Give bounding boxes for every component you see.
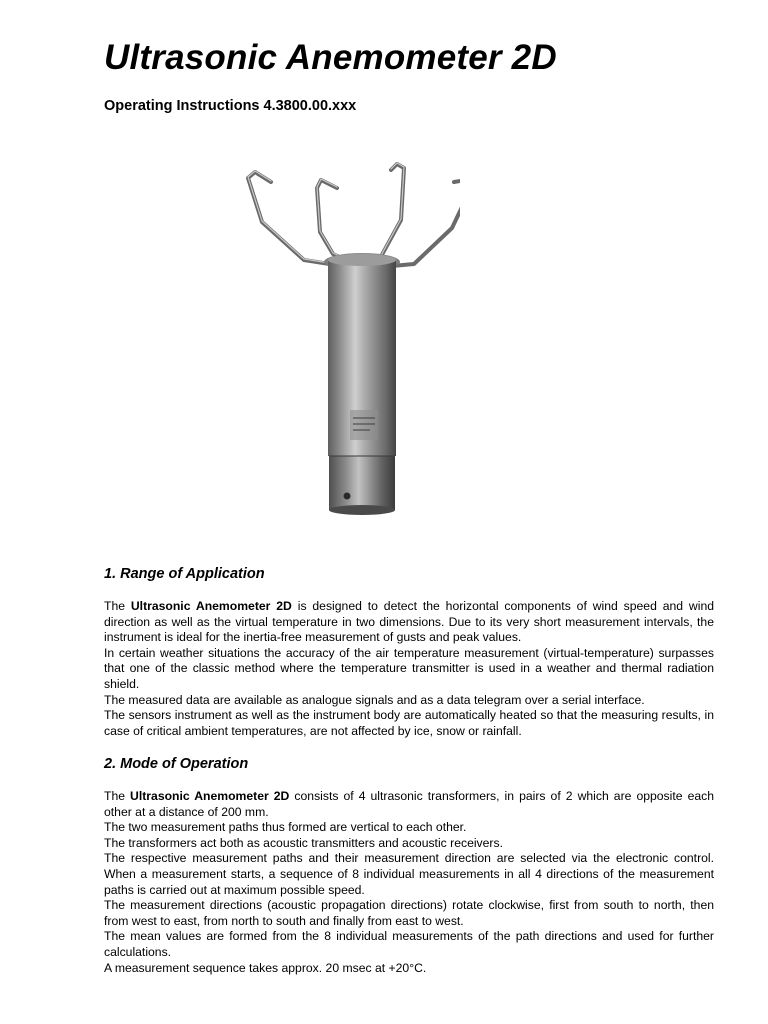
paragraph: The sensors instrument as well as the instrument body are automatically heated so that the measuring results, in case of critical ambient temperatures, are not affected by ice, snow or rainfall. — [104, 708, 714, 738]
page-subtitle: Operating Instructions 4.3800.00.xxx — [104, 98, 357, 114]
section-range-body — [104, 599, 714, 739]
anemometer-photo — [200, 150, 460, 530]
section-operation-body — [104, 789, 714, 976]
product-name: Ultrasonic Anemometer 2D — [130, 789, 290, 803]
paragraph: A measurement sequence takes approx. 20 msec at +20°C. — [104, 960, 427, 975]
paragraph: In certain weather situations the accuracy of the air temperature measurement (virtual-temperature) surpasses that one of the classic method where the temperature transmitter is used in a weather and thermal radiation shield. — [104, 645, 714, 691]
page-title: Ultrasonic Anemometer 2D — [104, 38, 557, 77]
paragraph: The measured data are available as analogue signals and as a data telegram over a serial interface. — [104, 692, 645, 707]
section-heading-operation: 2. Mode of Operation — [104, 756, 249, 772]
paragraph: The mean values are formed from the 8 individual measurements of the path directions and used for further calculations. — [104, 929, 714, 959]
paragraph: The Ultrasonic Anemometer 2D is designed to detect the horizontal components of wind speed and wind direction as well as the virtual temperature in two dimensions. Due to its very short measurement intervals, the instrument is ideal for the inertia-free measurement of gusts and peak values. — [104, 599, 714, 645]
section-heading-range: 1. Range of Application — [104, 566, 265, 582]
paragraph: The respective measurement paths and their measurement direction are selected via the electronic control. When a measurement starts, a sequence of 8 individual measurements in all 4 directions of the measurement paths is carried out at maximum possible speed. — [104, 851, 714, 897]
product-name: Ultrasonic Anemometer 2D — [130, 599, 292, 613]
paragraph: The transformers act both as acoustic transmitters and acoustic receivers. — [104, 835, 503, 850]
paragraph: The measurement directions (acoustic propagation directions) rotate clockwise, first from south to north, then from west to east, from north to south and finally from east to west. — [104, 898, 714, 928]
paragraph: The Ultrasonic Anemometer 2D consists of 4 ultrasonic transformers, in pairs of 2 which are opposite each other at a distance of 200 mm. — [104, 789, 715, 819]
paragraph: The two measurement paths thus formed are vertical to each other. — [104, 820, 467, 835]
